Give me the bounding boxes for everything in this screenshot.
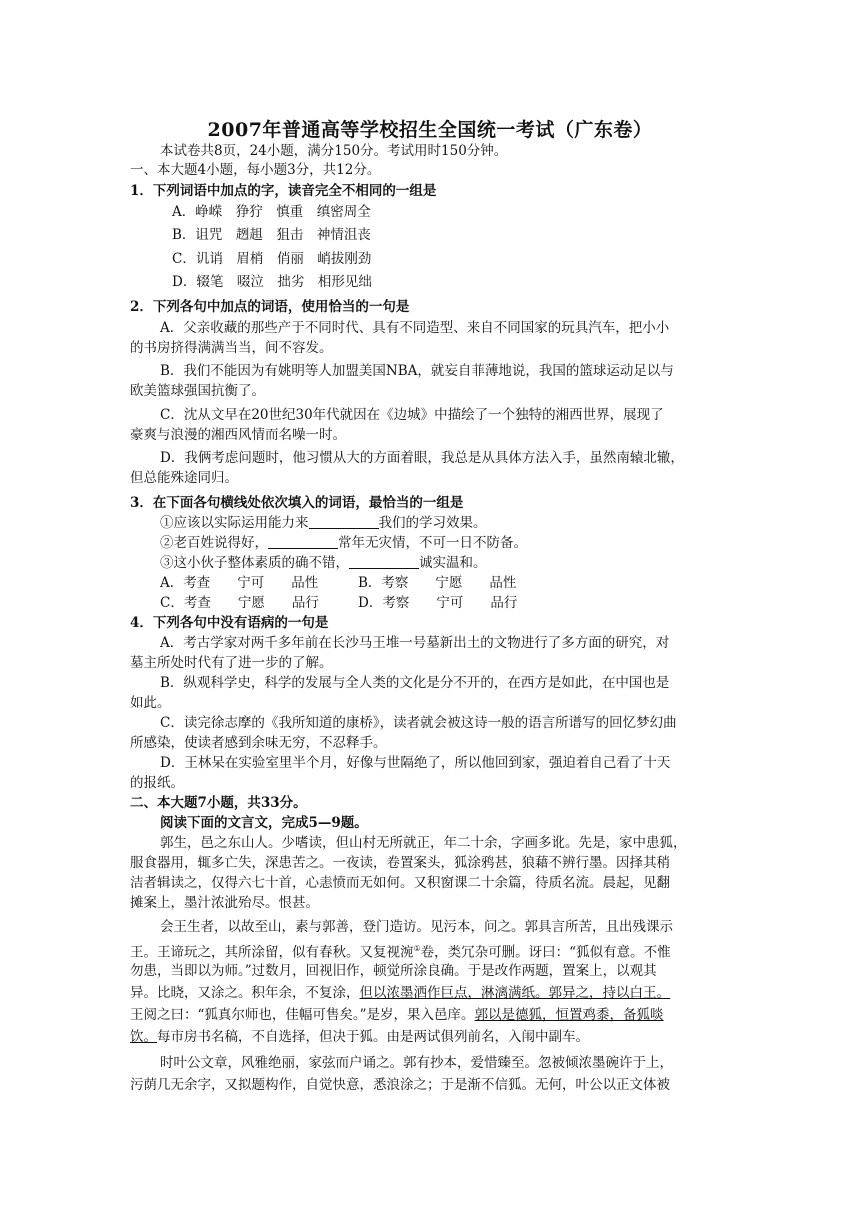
- q3-blank-2: [268, 534, 338, 549]
- q2-option-c-line1: C．沈从文早在20世纪30年代就因在《边城》中描绘了一个独特的湘西世界，展现了: [160, 407, 664, 423]
- passage-p3-line1: 时叶公文章，风雅绝丽，家弦而户诵之。郭有抄本，爱惜臻至。忽被倾浓墨碗许于上，: [160, 1055, 673, 1071]
- q4-option-d-line2: 的报纸。: [130, 775, 184, 791]
- q1-stem: 1．下列词语中加点的字，读音完全不相同的一组是: [130, 183, 437, 199]
- q3-sentence-3: ③这小伙子整体素质的确不错， 诚实温和。: [160, 555, 487, 571]
- passage-p2-line1: 会王生者，以故至山，素与郭善，登门造访。见污本，问之。郭具言所苦，且出残课示: [160, 919, 673, 935]
- q1-option-d: D．辍笔 啜泣 拙劣 相形见绌: [172, 274, 372, 290]
- passage-p1-line3: 洁者辑读之，仅得六七十首，心恚愤而无如何。又积窗课二十余篇，待质名流。晨起，见翻: [130, 875, 670, 891]
- q3-option-a: A．考查 宁可 品性: [160, 575, 319, 591]
- section2-heading: 二、本大题7小题，共33分。: [130, 795, 307, 811]
- q1-option-c: C．讥诮 眉梢 俏丽 峭拔刚劲: [172, 251, 372, 267]
- q3-stem: 3．在下面各句横线处依次填入的词语，最恰当的一组是: [130, 495, 464, 511]
- section1-heading: 一、本大题4小题，每小题3分，共12分。: [130, 162, 381, 178]
- passage-p2-line6: 饮。每市房书名稿，不自选择，但决于狐。由是两试俱列前名，入闱中副车。: [130, 1029, 589, 1045]
- q2-option-b-line1: B．我们不能因为有姚明等人加盟美国NBA，就妄自菲薄地说，我国的篮球运动足以与: [160, 363, 674, 379]
- q4-option-a-line2: 墓主所处时代有了进一步的了解。: [130, 655, 333, 671]
- passage-p1-line1: 郭生，邑之东山人。少嗜读，但山村无所就正，年二十余，字画多讹。先是，家中患狐，: [160, 835, 687, 851]
- passage-p1-line2: 服食器用，辄多亡失，深患苦之。一夜读，卷置案头，狐涂鸦甚，狼藉不辨行墨。因择其稍: [130, 855, 670, 871]
- q2-option-c-line2: 豪爽与浪漫的湘西风情而名噪一时。: [130, 427, 346, 443]
- q2-option-b-line2: 欧美篮球强国抗衡了。: [130, 383, 265, 399]
- q3-sentence-1: ①应该以实际运用能力来 我们的学习效果。: [160, 515, 487, 531]
- q4-option-a-line1: A．考古学家对两千多年前在长沙马王堆一号墓新出土的文物进行了多方面的研究，对: [160, 635, 670, 651]
- passage-p2-line2: 王。王谛玩之，其所涂留，似有春秋。又复视涴①卷，类冗杂可删。讶曰：“狐似有意。不惟: [130, 944, 671, 961]
- underlined-sentence-2b: 饮。: [130, 1029, 157, 1045]
- q4-stem: 4．下列各句中没有语病的一句是: [130, 615, 329, 631]
- q3-option-c: C．考查 宁愿 品行: [160, 595, 319, 611]
- q2-stem: 2．下列各句中加点的词语，使用恰当的一句是: [130, 299, 410, 315]
- q3-option-b: B．考察 宁愿 品性: [358, 575, 517, 591]
- q2-option-d-line2: 但总能殊途同归。: [130, 470, 238, 486]
- underlined-sentence-1: 但以浓墨洒作巨点，淋漓满纸。郭异之，持以白王。: [359, 985, 670, 1001]
- passage-p3-line2: 污荫几无余字，又拟题构作，自觉快意，悉浪涂之；于是渐不信狐。无何，叶公以正文体被: [130, 1077, 670, 1093]
- q1-option-b: B．诅咒 趔趄 狙击 神情沮丧: [172, 227, 371, 243]
- underlined-sentence-2a: 郭以是德狐，恒置鸡黍，备狐啖: [474, 1007, 664, 1023]
- section2-instruction: 阅读下面的文言文，完成5—9题。: [160, 815, 368, 831]
- q2-option-a-line1: A．父亲收藏的那些产于不同时代、具有不同造型、来自不同国家的玩具汽车，把小小: [160, 320, 670, 336]
- q3-option-d: D．考察 宁可 品行: [358, 595, 518, 611]
- q1-option-a: A．峥嵘 狰狞 慎重 缜密周全: [172, 204, 371, 220]
- intro-text: 本试卷共8页，24小题，满分150分。考试用时150分钟。: [160, 143, 508, 159]
- passage-p2-line3: 勿患，当即以为师。”过数月，回视旧作，顿觉所涂良确。于是改作两题，置案上，以观其: [130, 963, 657, 979]
- q2-option-a-line2: 的书房挤得满满当当，间不容发。: [130, 340, 333, 356]
- q2-option-d-line1: D．我俩考虑问题时，他习惯从大的方面着眼，我总是从具体方法入手，虽然南辕北辙，: [160, 450, 684, 466]
- q4-option-d-line1: D．王林呆在实验室里半个月，好像与世隔绝了，所以他回到家，强迫着自己看了十天: [160, 755, 671, 771]
- passage-p2-line5: 王阅之曰：“狐真尔师也，佳幅可售矣。”是岁，果入邑庠。郭以是德狐，恒置鸡黍，备狐啖: [130, 1007, 664, 1023]
- passage-p2-line4: 异。比晓，又涂之。积年余，不复涂，但以浓墨洒作巨点，淋漓满纸。郭异之，持以白王。: [130, 985, 670, 1001]
- page-title: 2007年普通高等学校招生全国统一考试（广东卷）: [207, 119, 653, 141]
- q3-blank-3: [349, 554, 419, 569]
- q4-option-c-line2: 所感染，使读者感到余味无穷，不忍释手。: [130, 735, 387, 751]
- passage-p1-line4: 摊案上，墨汁浓泚殆尽。恨甚。: [130, 895, 319, 911]
- q3-blank-1: [309, 514, 379, 529]
- q4-option-c-line1: C．读完徐志摩的《我所知道的康桥》，读者就会被这诗一般的语言所谱写的回忆梦幻曲: [160, 715, 677, 731]
- q3-sentence-2: ②老百姓说得好， 常年无灾情，不可一日不防备。: [160, 535, 527, 551]
- q4-option-b-line2: 如此。: [130, 695, 171, 711]
- q4-option-b-line1: B．纵观科学史，科学的发展与全人类的文化是分不开的，在西方是如此，在中国也是: [160, 675, 670, 691]
